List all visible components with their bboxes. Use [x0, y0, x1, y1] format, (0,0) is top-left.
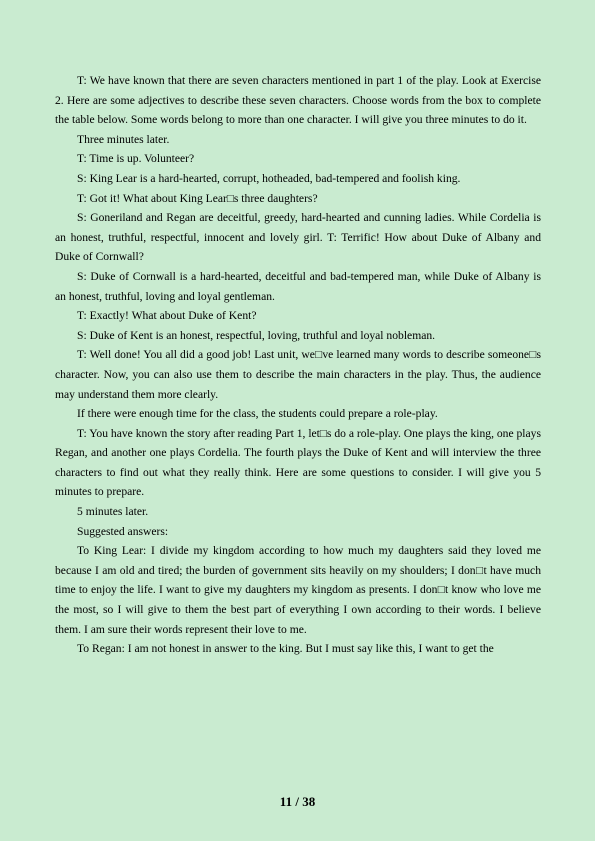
- paragraph-teacher-line: T: Well done! You all did a good job! Last unit, we□ve learned many words to describe someone□s character. Now, you can also use them to describe the main characters in the play. Thus, the audience may understand them more clearly.: [55, 348, 541, 401]
- document-body: [55, 71, 541, 659]
- paragraph-student-line: S: Duke of Cornwall is a hard-hearted, deceitful and bad-tempered man, while Duke of Albany is an honest, truthful, loving and loyal gentleman.: [55, 269, 541, 303]
- paragraph-teacher-line: T: Got it! What about King Lear□s three daughters?: [77, 191, 318, 205]
- paragraph-student-line: S: Duke of Kent is an honest, respectful, loving, truthful and loyal nobleman.: [77, 328, 436, 342]
- paragraph-answer: To Regan: I am not honest in answer to the king. But I must say like this, I want to get the: [77, 642, 494, 656]
- paragraph-stage-direction: 5 minutes later.: [77, 505, 149, 519]
- paragraph-teacher-line: T: Exactly! What about Duke of Kent?: [77, 309, 257, 323]
- paragraph-heading: Suggested answers:: [77, 524, 169, 538]
- paragraph-student-line: S: King Lear is a hard-hearted, corrupt, hotheaded, bad-tempered and foolish king.: [77, 171, 461, 185]
- paragraph-intro: T: We have known that there are seven characters mentioned in part 1 of the play. Look at Exercise 2. Here are some adjectives to describe these seven characters. Choose words from the box to complete the table below. Some words belong to more than one character. I will give you three minutes to do it.: [55, 74, 541, 127]
- paragraph-student-line: S: Goneriland and Regan are deceitful, greedy, hard-hearted and cunning ladies. While Cordelia is an honest, truthful, respectful, innocent and lovely girl. T: Terrific! How about Duke of Albany and Duke of Cornwall?: [55, 211, 541, 264]
- paragraph-teacher-line: T: Time is up. Volunteer?: [77, 152, 195, 166]
- page-number: 11 / 38: [279, 794, 316, 809]
- paragraph-stage-direction: Three minutes later.: [77, 132, 170, 146]
- paragraph-instruction: If there were enough time for the class, the students could prepare a role-play.: [77, 407, 438, 421]
- paragraph-teacher-line: T: You have known the story after reading Part 1, let□s do a role-play. One plays the king, one plays Regan, and another one plays Cordelia. The fourth plays the Duke of Kent and will interview the three characters to find out what they really think. Here are some questions to consider. I will give you 5 minutes to prepare.: [55, 426, 541, 499]
- paragraph-answer: To King Lear: I divide my kingdom according to how much my daughters said they loved me because I am old and tired; the burden of government sits heavily on my shoulders; I don□t have much time to enjoy the life. I want to give my daughters my kingdom as presents. I don□t know who love me the most, so I will give to them the best part of everything I own according to their words. I believe them. I am sure their words represent their love to me.: [55, 544, 541, 636]
